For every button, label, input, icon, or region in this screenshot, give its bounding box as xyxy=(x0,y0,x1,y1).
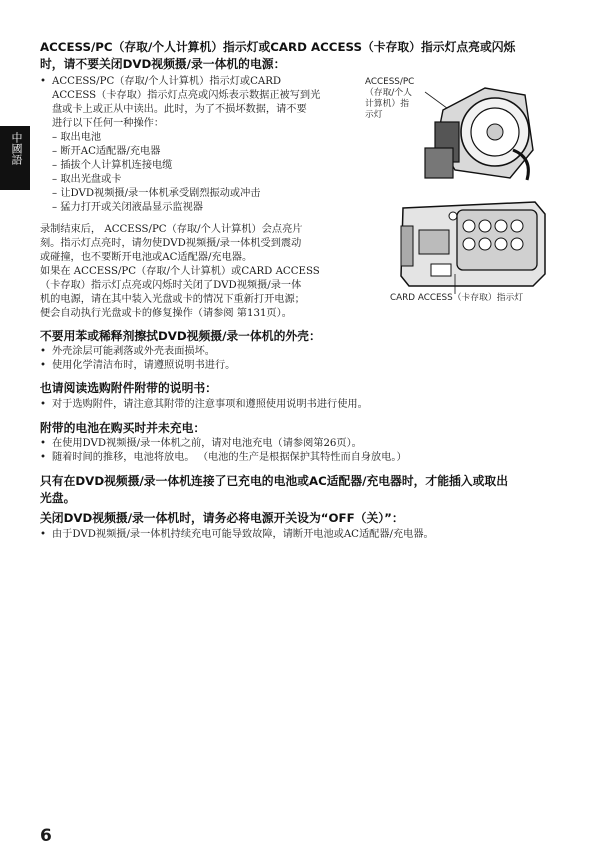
bullet-icon: • xyxy=(40,438,47,449)
section3-heading: 也请阅读选购附件附带的说明书： xyxy=(40,381,217,395)
list-item: • 外壳涂层可能剥落或外壳表面损坏。 xyxy=(40,346,215,357)
para-line: 刻。指示灯点亮时，请勿使DVD视频摄/录一体机受到震动 xyxy=(40,238,302,249)
bullet-icon: • xyxy=(40,529,47,540)
list-item: • 对于选购附件，请注意其附带的注意事项和遵照使用说明书进行使用。 xyxy=(40,399,368,410)
bullet-icon: • xyxy=(40,346,47,357)
dash-item: – 猛力打开或关闭液晶显示监视器 xyxy=(52,202,203,213)
list-item: • 使用化学清洁布时，请遵照说明书进行。 xyxy=(40,360,236,371)
language-side-tab xyxy=(0,126,30,190)
bullet-icon: • xyxy=(40,76,47,87)
bullet-line: ACCESS（卡存取）指示灯点亮或闪烁表示数据正被写到光 xyxy=(52,90,321,101)
section1-heading xyxy=(40,39,585,73)
bullet-icon: • xyxy=(40,360,47,371)
para-line: 机的电源，请在其中装入光盘或卡的情况下重新打开电源； xyxy=(40,294,305,305)
para-line: 如果在 ACCESS/PC（存取/个人计算机）或CARD ACCESS xyxy=(40,266,320,277)
callout-line: 计算机）指 xyxy=(365,99,409,109)
heading-line: 光盘。 xyxy=(40,491,76,505)
section6-heading: 关闭DVD视频摄/录一体机时，请务必将电源开关设为“OFF（关）”： xyxy=(40,511,404,525)
section1-para1 xyxy=(40,223,360,265)
section1-para2 xyxy=(40,265,360,321)
card-access-callout: CARD ACCESS（卡存取）指示灯 xyxy=(390,293,524,303)
section4-bullets xyxy=(40,437,585,465)
dash-item: – 取出光盘或卡 xyxy=(52,174,122,185)
bullet-line: ACCESS/PC（存取/个人计算机）指示灯或CARD xyxy=(52,76,282,87)
para-line: （卡存取）指示灯点亮或闪烁时关闭了DVD视频摄/录一体 xyxy=(40,280,302,291)
bullet-icon: • xyxy=(40,452,47,463)
dash-item: – 断开AC适配器/充电器 xyxy=(52,146,161,157)
section2-bullets xyxy=(40,345,585,373)
callout-line: （存取/个人 xyxy=(365,88,412,98)
language-tab-label: 中國語 xyxy=(10,132,23,165)
section1-heading-line1: ACCESS/PC（存取/个人计算机）指示灯或CARD ACCESS（卡存取）指示灯点亮或闪烁 xyxy=(40,40,516,54)
callout-line: 示灯 xyxy=(365,110,383,120)
dash-item: – 插拔个人计算机连接电缆 xyxy=(52,160,173,171)
bullet-icon: • xyxy=(40,399,47,410)
section5-heading xyxy=(40,473,585,507)
callout-line: ACCESS/PC xyxy=(365,77,415,87)
section1-heading-line2: 时，请不要关闭DVD视频摄/录一体机的电源： xyxy=(40,57,286,71)
list-item: • 随着时间的推移，电池将放电。 （电池的生产是根据保护其特性而自身放电。） xyxy=(40,452,407,463)
section4-heading: 附带的电池在购买时并未充电： xyxy=(40,421,206,435)
bullet-line: 进行以下任何一种操作： xyxy=(52,118,165,129)
section1-bullet xyxy=(40,75,360,215)
dash-item: – 取出电池 xyxy=(52,132,102,143)
para-line: 便会自动执行光盘或卡的修复操作（请参阅 第131页）。 xyxy=(40,308,292,319)
list-item: • 在使用DVD视频摄/录一体机之前，请对电池充电（请参阅第26页）。 xyxy=(40,438,362,449)
heading-line: 只有在DVD视频摄/录一体机连接了已充电的电池或AC适配器/充电器时，才能插入或取出 xyxy=(40,474,509,488)
para-line: 或碰撞，也不要断开电池或AC适配器/充电器。 xyxy=(40,252,253,263)
dash-item: – 让DVD视频摄/录一体机承受剧烈振动或冲击 xyxy=(52,188,261,199)
section2-heading: 不要用苯或稀释剂擦拭DVD视频摄/录一体机的外壳： xyxy=(40,329,321,343)
list-item: • 由于DVD视频摄/录一体机持续充电可能导致故障，请断开电池或AC适配器/充电器。 xyxy=(40,529,434,540)
bullet-line: 盘或卡上或正从中读出。此时，为了不损坏数据，请不要 xyxy=(52,104,307,115)
camcorder-side-illustration xyxy=(395,196,550,296)
section3-bullets xyxy=(40,398,585,412)
page-number: 6 xyxy=(40,826,52,846)
section6-bullets xyxy=(40,528,585,542)
camcorder-top-illustration xyxy=(415,70,540,185)
para-line: 录制结束后， ACCESS/PC（存取/个人计算机）会点亮片 xyxy=(40,224,303,235)
